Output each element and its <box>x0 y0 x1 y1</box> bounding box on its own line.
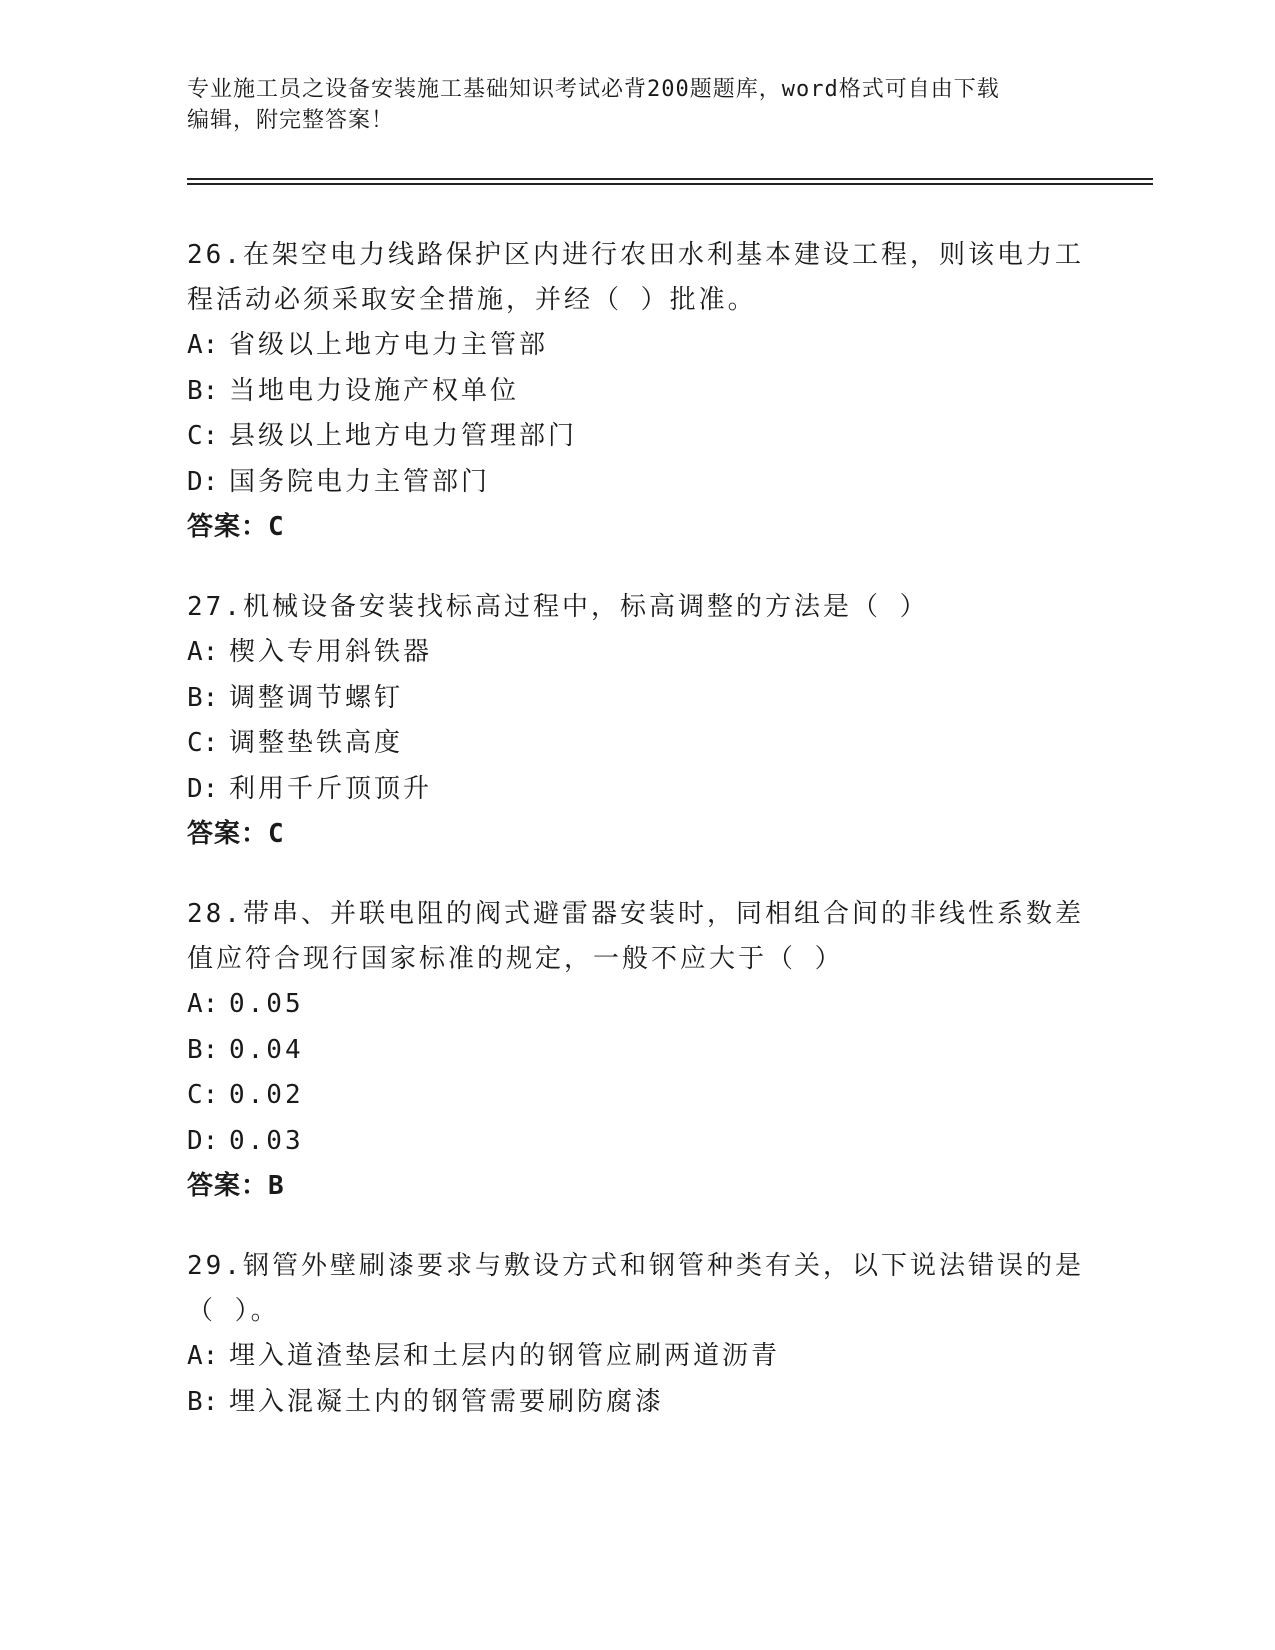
option-letter: D: <box>187 1125 219 1156</box>
option-letter: D: <box>187 466 219 497</box>
option-text: 国务院电力主管部门 <box>229 466 491 497</box>
header-line-2: 编辑，附完整答案！ <box>187 108 395 133</box>
option-text: 0.05 <box>229 989 304 1019</box>
option-letter: C: <box>187 728 219 758</box>
header-divider-bottom <box>187 183 1153 185</box>
document-header <box>187 74 1087 136</box>
answer-label: 答案：C <box>187 819 285 849</box>
option-text: 埋入混凝土内的钢管需要刷防腐漆 <box>229 1386 665 1417</box>
option-letter: B: <box>187 1386 219 1417</box>
option-a <box>187 1334 1087 1380</box>
option-a <box>187 630 1087 676</box>
option-text: 调整垫铁高度 <box>229 728 404 758</box>
answer-label: 答案：C <box>187 512 285 542</box>
option-a <box>187 323 1087 369</box>
option-text: 0.02 <box>229 1080 304 1110</box>
option-b <box>187 676 1087 722</box>
header-divider-top <box>187 178 1153 180</box>
option-b <box>187 1380 1087 1426</box>
option-c <box>187 414 1087 460</box>
question-text: 28.带串、并联电阻的阀式避雷器安装时，同相组合间的非线性系数差值应符合现行国家标准的规定，一般不应大于（ ） <box>187 899 1084 974</box>
option-d <box>187 767 1087 813</box>
option-a <box>187 982 1087 1028</box>
question-text: 29.钢管外壁刷漆要求与敷设方式和钢管种类有关，以下说法错误的是（ ）。 <box>187 1251 1084 1326</box>
option-letter: A: <box>187 637 219 667</box>
option-b <box>187 369 1087 415</box>
option-d <box>187 460 1087 506</box>
question-item <box>187 1244 1087 1425</box>
option-text: 省级以上地方电力主管部 <box>229 330 549 360</box>
option-b <box>187 1028 1087 1074</box>
option-letter: A: <box>187 989 219 1019</box>
option-letter: A: <box>187 330 219 360</box>
option-text: 埋入道渣垫层和土层内的钢管应刷两道沥青 <box>229 1341 781 1371</box>
question-item <box>187 585 1087 857</box>
option-text: 当地电力设施产权单位 <box>229 375 520 406</box>
option-letter: C: <box>187 421 219 451</box>
option-letter: A: <box>187 1341 219 1371</box>
question-list <box>187 233 1087 1460</box>
option-letter: C: <box>187 1080 219 1110</box>
option-text: 0.04 <box>229 1034 304 1065</box>
option-text: 调整调节螺钉 <box>229 682 404 713</box>
option-letter: B: <box>187 682 219 713</box>
question-text: 26.在架空电力线路保护区内进行农田水利基本建设工程，则该电力工程活动必须采取安全措施，并经（ ）批准。 <box>187 240 1084 315</box>
option-c <box>187 721 1087 767</box>
option-letter: B: <box>187 1034 219 1065</box>
answer-label: 答案：B <box>187 1171 285 1201</box>
question-item <box>187 233 1087 550</box>
option-letter: B: <box>187 375 219 406</box>
header-line-1: 专业施工员之设备安装施工基础知识考试必背200题题库，word格式可自由下载 <box>187 77 1000 102</box>
option-text: 楔入专用斜铁器 <box>229 637 433 667</box>
question-text: 27.机械设备安装找标高过程中，标高调整的方法是（ ） <box>187 592 929 622</box>
option-text: 县级以上地方电力管理部门 <box>229 421 578 451</box>
option-c <box>187 1073 1087 1119</box>
question-item <box>187 892 1087 1209</box>
option-text: 利用千斤顶顶升 <box>229 773 433 804</box>
option-d <box>187 1119 1087 1165</box>
option-letter: D: <box>187 773 219 804</box>
option-text: 0.03 <box>229 1125 304 1156</box>
